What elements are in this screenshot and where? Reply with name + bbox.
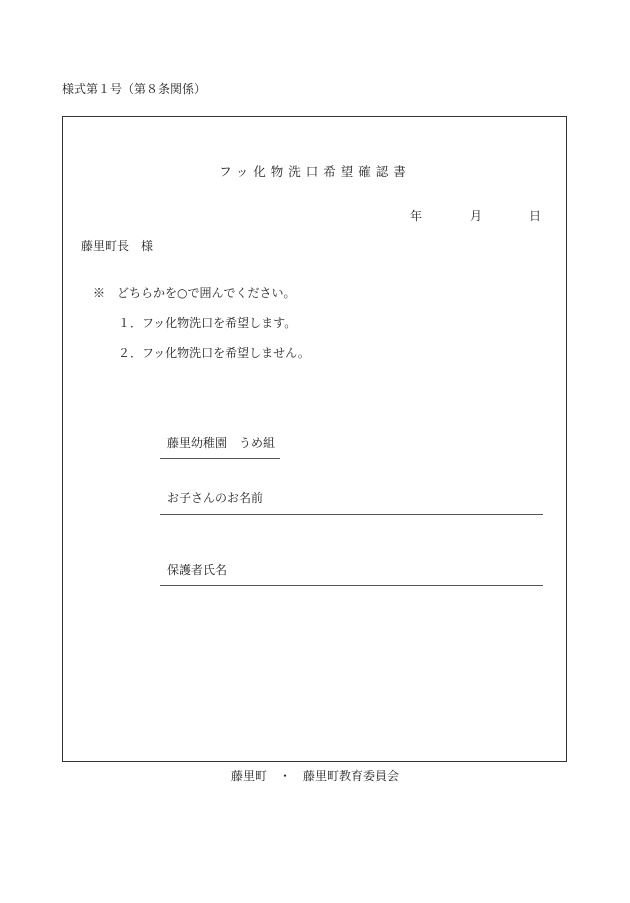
instruction-text: ※ どちらかを○で囲んでください。 (93, 286, 296, 300)
addressee: 藤里町長 様 (81, 239, 154, 253)
child-name-field[interactable] (160, 514, 543, 515)
class-underline (160, 458, 280, 459)
form-number: 様式第１号（第８条関係） (62, 82, 207, 96)
option-wish-rinse[interactable]: １．フッ化物洗口を希望します。 (118, 316, 297, 330)
date-year-label: 年 (410, 209, 423, 223)
document-title: フッ化物洗口希望確認書 (219, 164, 411, 179)
date-month-label: 月 (470, 209, 483, 223)
option-no-wish-rinse[interactable]: ２．フッ化物洗口を希望しません。 (118, 346, 310, 360)
guardian-name-field[interactable] (160, 585, 543, 586)
class-label: 藤里幼稚園 うめ組 (167, 436, 276, 450)
date-day-label: 日 (529, 209, 542, 223)
guardian-name-label: 保護者氏名 (167, 563, 228, 577)
child-name-label: お子さんのお名前 (167, 491, 264, 505)
form-border (62, 116, 567, 762)
issuer-footer: 藤里町 ・ 藤里町教育委員会 (230, 769, 399, 783)
